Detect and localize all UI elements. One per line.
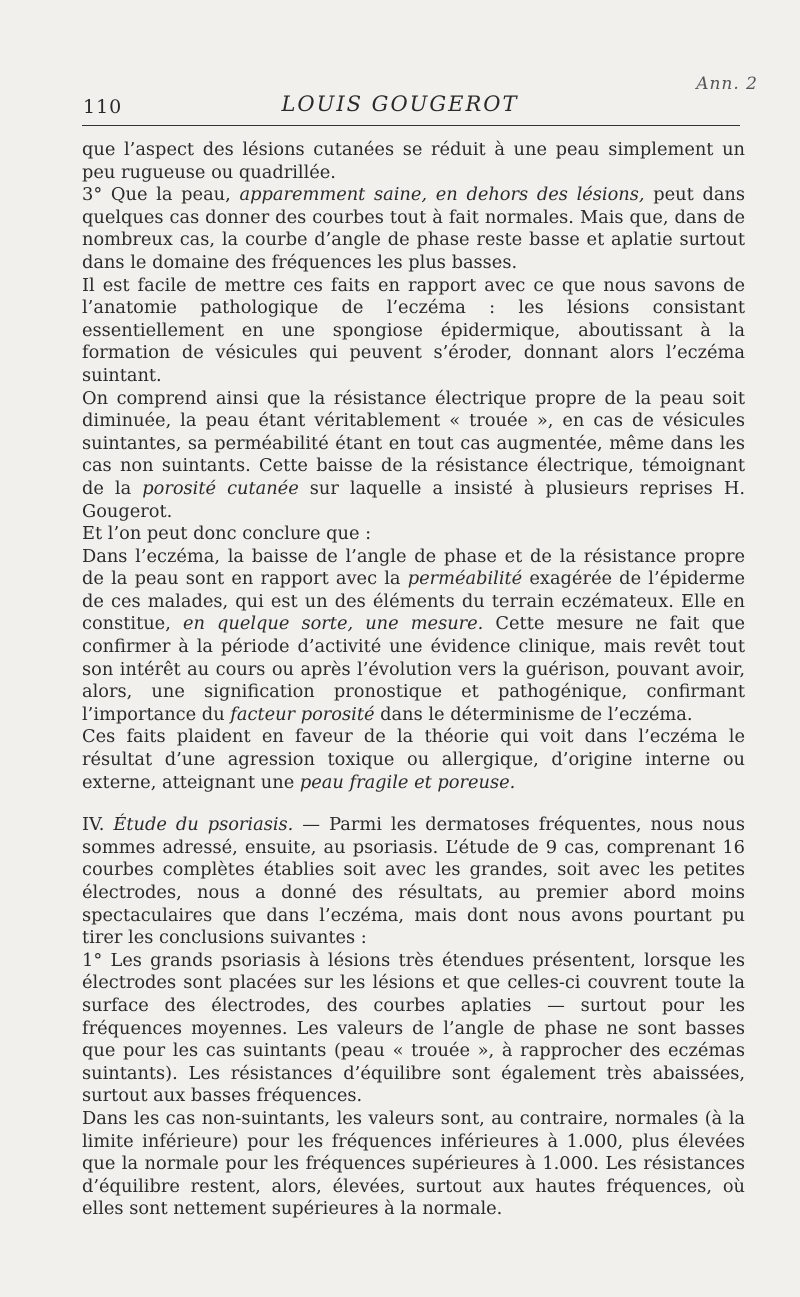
italic-run: perméabilité [407,568,523,590]
paragraph [82,388,745,524]
text-run: que l’aspect des lésions cutanées se réduit à une peau simplement un peu rugueuse ou quadrillée. [82,139,745,183]
italic-run: Étude du psoriasis. [113,814,294,836]
text-run: 1° Les grands psoriasis à lésions très étendues présentent, lorsque les électrodes sont placées sur les lésions et que celles-ci couvrent toute la surface des électrodes, des courbes aplaties — surtout pour les fréquences moyennes. Les valeurs de l’angle de phase ne sont basses que pour les cas suintants (peau « trouée », à rapprocher des eczémas suintants). Les résistances d’équilibre sont également très abaissées, surtout aux basses fréquences. [82,949,745,1107]
text-run: Dans les cas non-suintants, les valeurs sont, au contraire, normales (à la limite inférieure) pour les fréquences inférieures à 1.000, plus élevées que la normale pour les fréquences supérieures à 1.000. Les résistances d’équilibre restent, alors, élevées, surtout aux hautes fréquences, où elles sont nettement supérieures à la normale. [82,1107,745,1220]
italic-run: facteur porosité [230,703,375,725]
text-run: dans le déterminisme de l’eczéma. [374,703,693,725]
text-run: sur laquelle a insisté à plusieurs reprises H. Gougerot. [82,477,745,522]
page-number: 110 [83,96,123,118]
text-run: — Parmi les dermatoses fréquentes, nous nous sommes adressé, ensuite, au psoriasis. L’étude de 9 cas, comprenant 16 courbes complètes établies soit avec les grandes, soit avec les petites électrodes, nous a donné des résultats, au premier abord moins spectaculaires que dans l’eczéma, mais dont nous avons pourtant pu tirer les conclusions suivantes : [82,814,746,949]
text-run: exagérée de l’épiderme de ces malades, qui est un des éléments du terrain eczémateux. Elle en constitue, [82,568,745,635]
paragraph [82,950,745,1108]
paragraph [82,184,745,274]
margin-annotation: Ann. 2 [696,74,758,94]
italic-run: peau fragile et poreuse. [299,771,516,793]
body-text [82,139,745,1221]
paragraph [82,546,745,727]
text-run: Ces faits plaident en faveur de la théorie qui voit dans l’eczéma le résultat d’une agression toxique ou allergique, d’origine interne ou externe, atteignant une [82,726,745,793]
paragraph [82,523,745,546]
paragraph [82,1108,745,1221]
paragraph [82,139,745,184]
text-run: Cette mesure ne fait que confirmer à la période d’activité une évidence clinique, mais revêt tout son intérêt au cours ou après l’évolution vers la guérison, pouvant avoir, alors, une signification pronostique et pathogénique, confirmant l’importance du [82,613,746,725]
text-run: Et l’on peut donc conclure que : [82,523,372,545]
paragraph [82,275,745,388]
text-run: Dans l’eczéma, la baisse de l’angle de phase et de la résistance propre de la peau sont en rapport avec la [82,545,745,590]
italic-run: en quelque sorte, une mesure. [182,613,484,635]
running-head: LOUIS GOUGEROT [281,92,519,116]
paragraph [82,814,745,950]
text-run: Il est facile de mettre ces faits en rapport avec ce que nous savons de l’anatomie pathologique de l’eczéma : les lésions consistant essentiellement en une spongiose épidermique, aboutissant à la formation de vésicules qui peuvent s’éroder, donnant alors l’eczéma suintant. [82,274,745,386]
header-rule [82,125,740,126]
text-run: 3° Que la peau, [82,184,240,206]
italic-run: porosité cutanée [142,477,299,499]
paragraph [82,726,745,794]
text-run: On comprend ainsi que la résistance électrique propre de la peau soit diminuée, la peau étant véritablement « trouée », en cas de vésicules suintantes, sa perméabilité étant en tout cas augmentée, même dans les cas non suintants. Cette baisse de la résistance électrique, témoignant de la [82,387,745,499]
italic-run: apparemment saine, en dehors des lésions, [239,184,645,206]
text-run: peut dans quelques cas donner des courbes tout à fait normales. Mais que, dans de nombreux cas, la courbe d’angle de phase reste basse et aplatie surtout dans le domaine des fréquences les plus basses. [82,184,746,273]
text-run: IV. [82,814,114,836]
